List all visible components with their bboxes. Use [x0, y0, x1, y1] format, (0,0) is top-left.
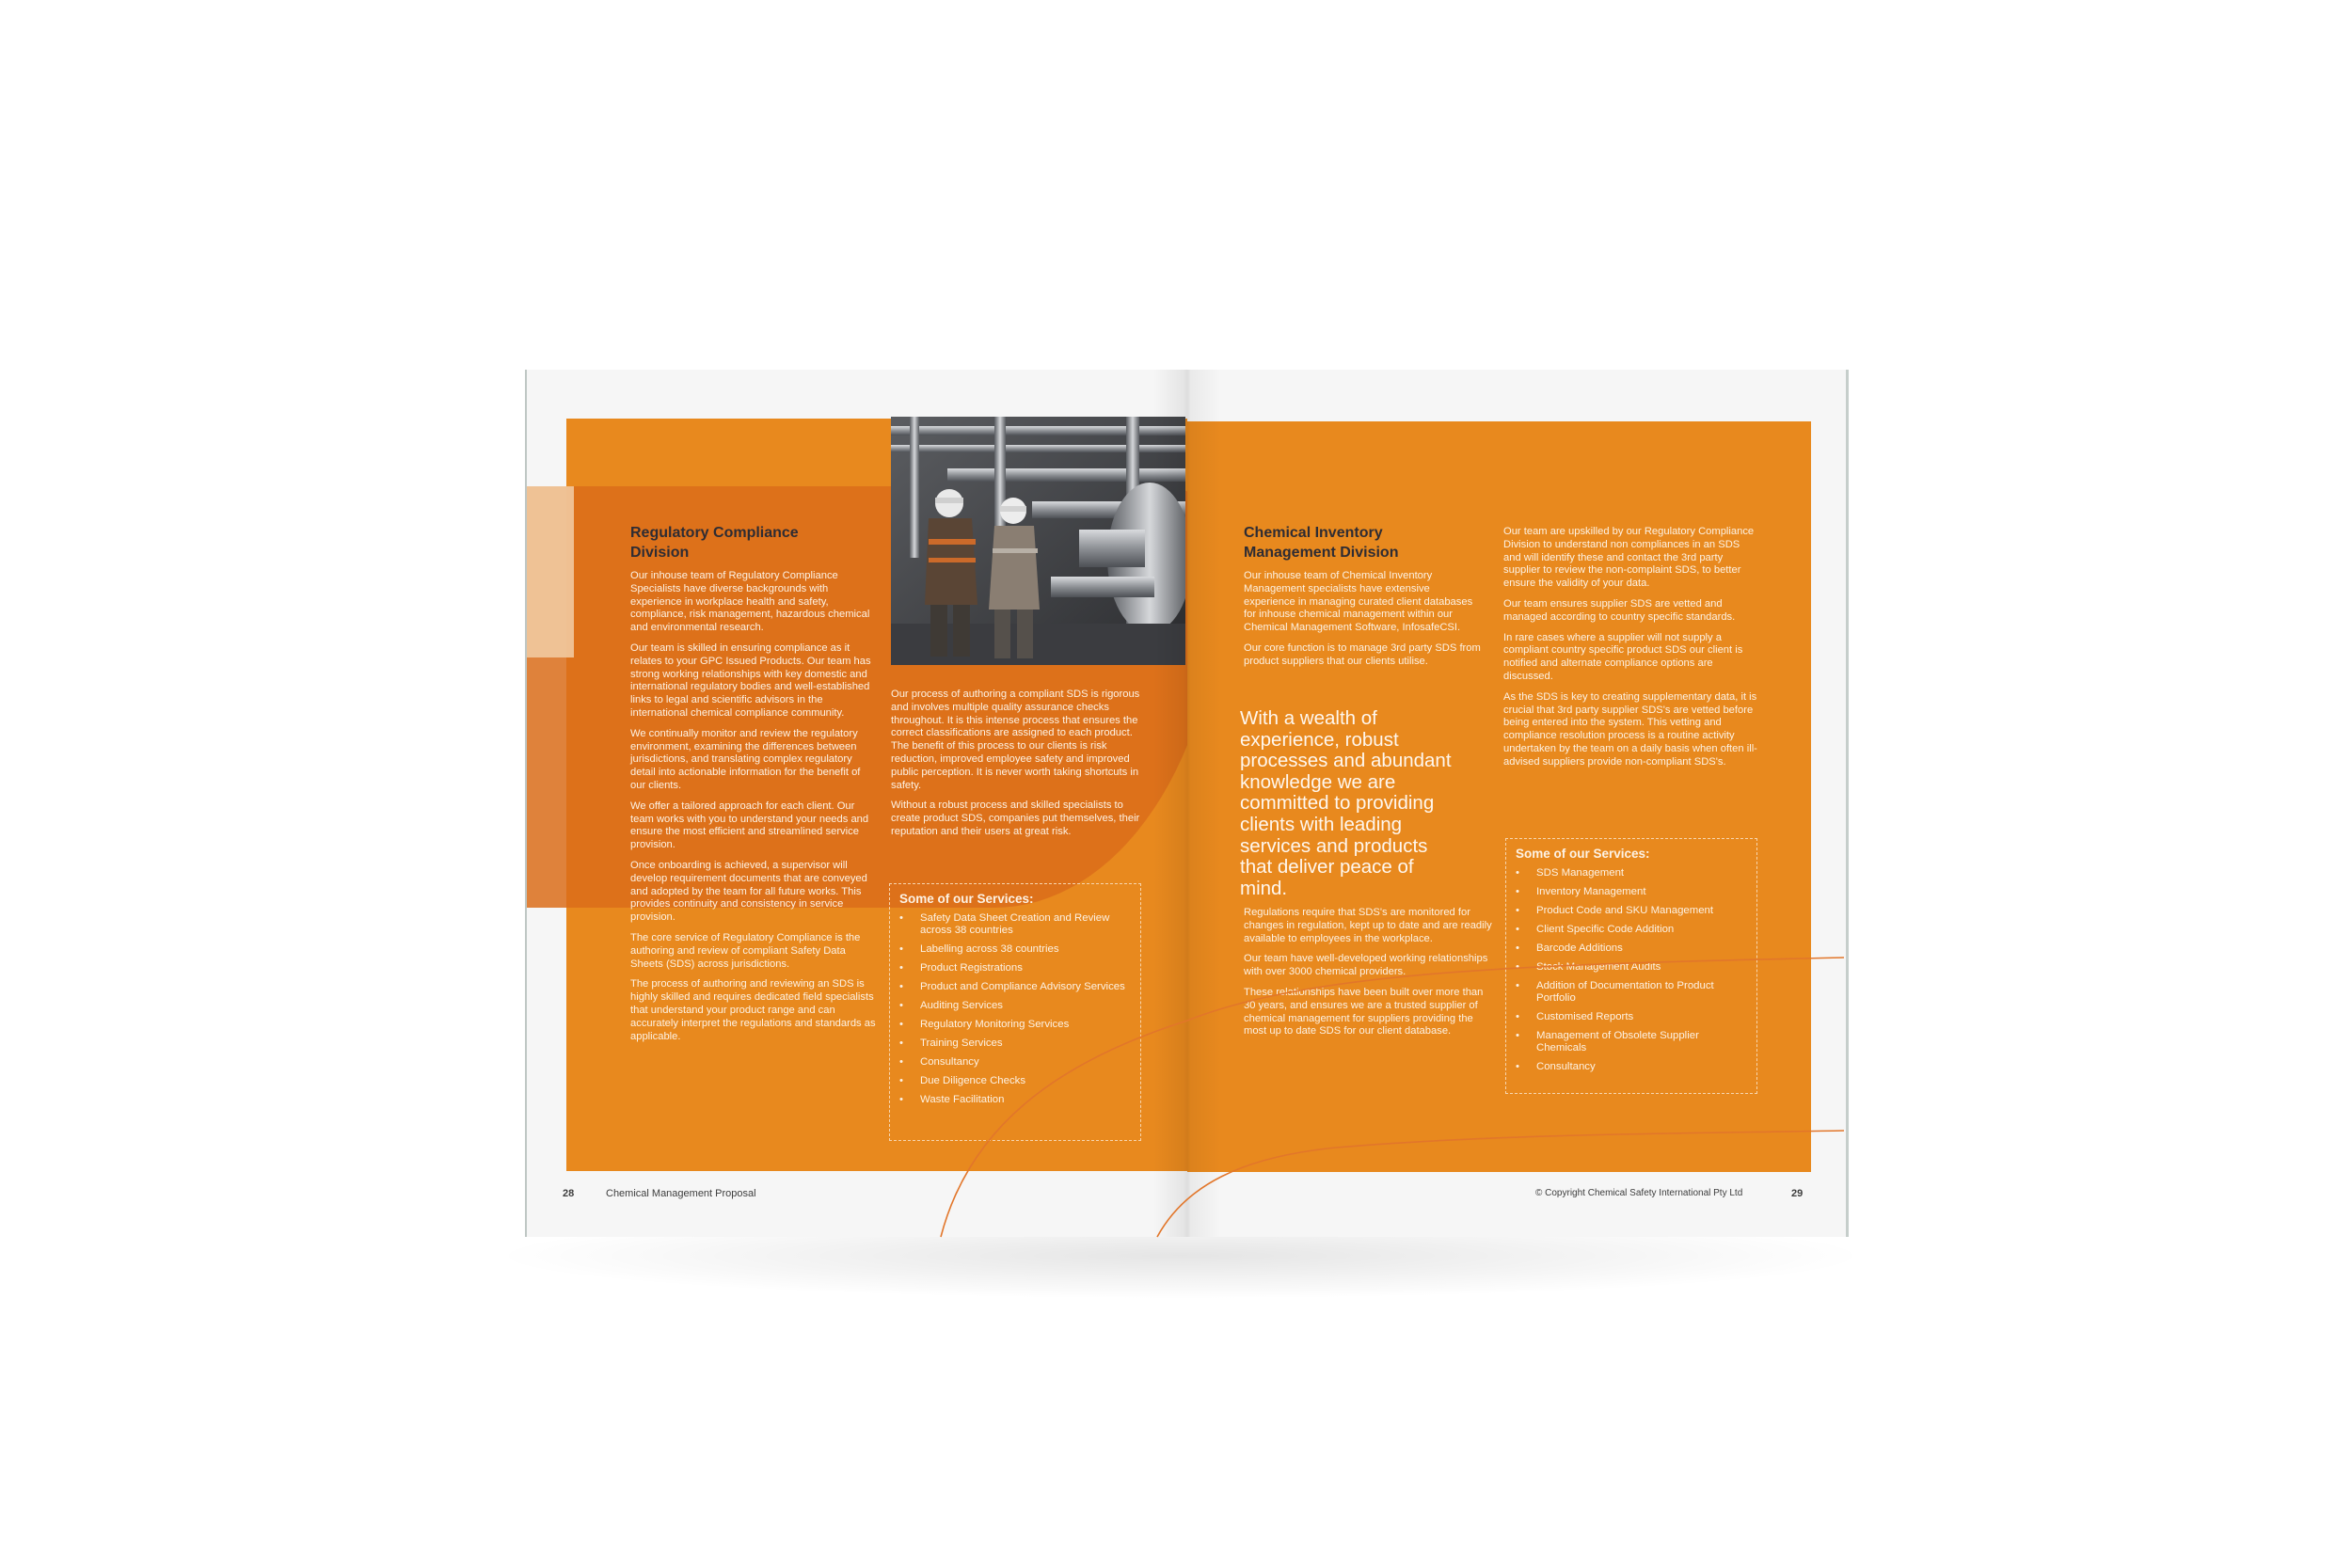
list-item: • Consultancy: [899, 1056, 1131, 1069]
list-item: • Waste Facilitation: [899, 1094, 1131, 1106]
list-item: • SDS Management: [1516, 867, 1747, 879]
list-item: • Auditing Services: [899, 1000, 1131, 1012]
services-title: Some of our Services:: [899, 892, 1034, 906]
paragraph: We offer a tailored approach for each client. Our team works with you to understand your needs and ensure the most efficient and streamlined service provision.: [630, 800, 869, 851]
list-item: • Training Services: [899, 1037, 1131, 1050]
left-heading: Regulatory Compliance Division: [630, 525, 799, 561]
pull-quote: With a wealth of experience, robust processes and abundant knowledge we are committed to providing clients with leading services and products that deliver peace of mind.: [1240, 707, 1452, 899]
paragraph: These relationships have been built over more than 30 years, and ensures we are a trusted supplier of chemical management for suppliers providing the most up to date SDS for our client database.: [1244, 986, 1484, 1037]
list-item: • Inventory Management: [1516, 886, 1747, 898]
list-item: • Consultancy: [1516, 1061, 1747, 1073]
paragraph: The process of authoring and reviewing an SDS is highly skilled and requires dedicated field specialists that understand your product range and can accurately interpret the regulations and standards as applicable.: [630, 978, 876, 1042]
right-page-number: 29: [1791, 1188, 1804, 1199]
paragraph: Our inhouse team of Regulatory Compliance Specialists have diverse backgrounds with experience in workplace health and safety, compliance, risk management, hazardous chemical and environmental research.: [630, 570, 870, 634]
paragraph: The core service of Regulatory Compliance is the authoring and review of compliant Safety Data Sheets (SDS) across jurisdictions.: [630, 931, 861, 970]
left-page-number: 28: [563, 1188, 575, 1199]
list-item: • Client Specific Code Addition: [1516, 924, 1747, 936]
list-item: • Safety Data Sheet Creation and Review across 38 countries: [899, 912, 1131, 937]
paragraph: Our team is skilled in ensuring compliance as it relates to your GPC Issued Products. Our team has strong working relationships with key domestic and international regulatory bodies and well-established links to legal and scientific advisors in the international chemical compliance community.: [630, 641, 871, 719]
paragraph: As the SDS is key to creating supplementary data, it is crucial that 3rd party supplier SDS's are vetted before being entered into the system. This vetting and compliance resolution process is a routine activity undertaken by the team on a daily basis when often ill-advised suppliers provide non-compliant SDS's.: [1503, 690, 1757, 768]
paragraph: Regulations require that SDS's are monitored for changes in regulation, kept up to date and are readily available to employees in the workplace.: [1244, 907, 1492, 944]
list-item: • Regulatory Monitoring Services: [899, 1019, 1131, 1031]
right-heading: Chemical Inventory Management Division: [1244, 525, 1399, 561]
list-item: • Stock Management Audits: [1516, 961, 1747, 974]
paragraph: We continually monitor and review the regulatory environment, examining the differences between jurisdictions, and translating complex regulatory detail into actionable information for the benefit of our clients.: [630, 727, 861, 791]
list-item: • Addition of Documentation to Product Portfolio: [1516, 980, 1747, 1005]
paragraph: Our core function is to manage 3rd party SDS from product suppliers that our clients utilise.: [1244, 641, 1481, 667]
list-item: • Product Code and SKU Management: [1516, 905, 1747, 917]
list-item: • Due Diligence Checks: [899, 1075, 1131, 1087]
paragraph: Once onboarding is achieved, a supervisor will develop requirement documents that are conveyed and adopted by the team for all future works. This provides continuity and consistency in service provision.: [630, 859, 867, 924]
left-footer-title: Chemical Management Proposal: [606, 1188, 756, 1199]
paragraph: Our team ensures supplier SDS are vetted and managed according to country specific standards.: [1503, 597, 1736, 623]
paragraph: Our team are upskilled by our Regulatory Compliance Division to understand non compliances in an SDS and will identify these and contact the 3rd party supplier to review the non-complaint SDS, to better ensure the validity of your data.: [1503, 526, 1755, 590]
services-title: Some of our Services:: [1516, 847, 1650, 861]
decorative-curve: [1157, 1131, 1844, 1237]
list-item: • Customised Reports: [1516, 1011, 1747, 1023]
paragraph: Our inhouse team of Chemical Inventory Management specialists have extensive experience in managing curated client databases for inhouse chemical management within our Chemical Management Software, InfosafeCSI.: [1244, 570, 1473, 634]
copyright-text: © Copyright Chemical Safety International Pty Ltd: [1535, 1188, 1743, 1198]
paragraph: Our team have well-developed working relationships with over 3000 chemical providers.: [1244, 953, 1488, 978]
list-item: • Product and Compliance Advisory Services: [899, 981, 1131, 993]
paragraph: In rare cases where a supplier will not supply a compliant country specific product SDS our client is notified and alternate compliance options are discussed.: [1503, 631, 1743, 682]
paragraph: Our process of authoring a compliant SDS is rigorous and involves multiple quality assurance checks throughout. It is this intense process that ensures the correct classifications are assigned to each product. The benefit of this process to our clients is risk reduction, improved employee safety and improved public perception. It is never worth taking shortcuts in safety.: [891, 689, 1140, 791]
list-item: • Barcode Additions: [1516, 942, 1747, 955]
paragraph: Without a robust process and skilled specialists to create product SDS, companies put themselves, their reputation and their users at great risk.: [891, 800, 1140, 837]
list-item: • Labelling across 38 countries: [899, 943, 1131, 956]
decorative-curve: [941, 1021, 1187, 1237]
decorative-curve: [1187, 958, 1844, 1021]
list-item: • Management of Obsolete Supplier Chemicals: [1516, 1030, 1747, 1054]
list-item: • Product Registrations: [899, 962, 1131, 974]
